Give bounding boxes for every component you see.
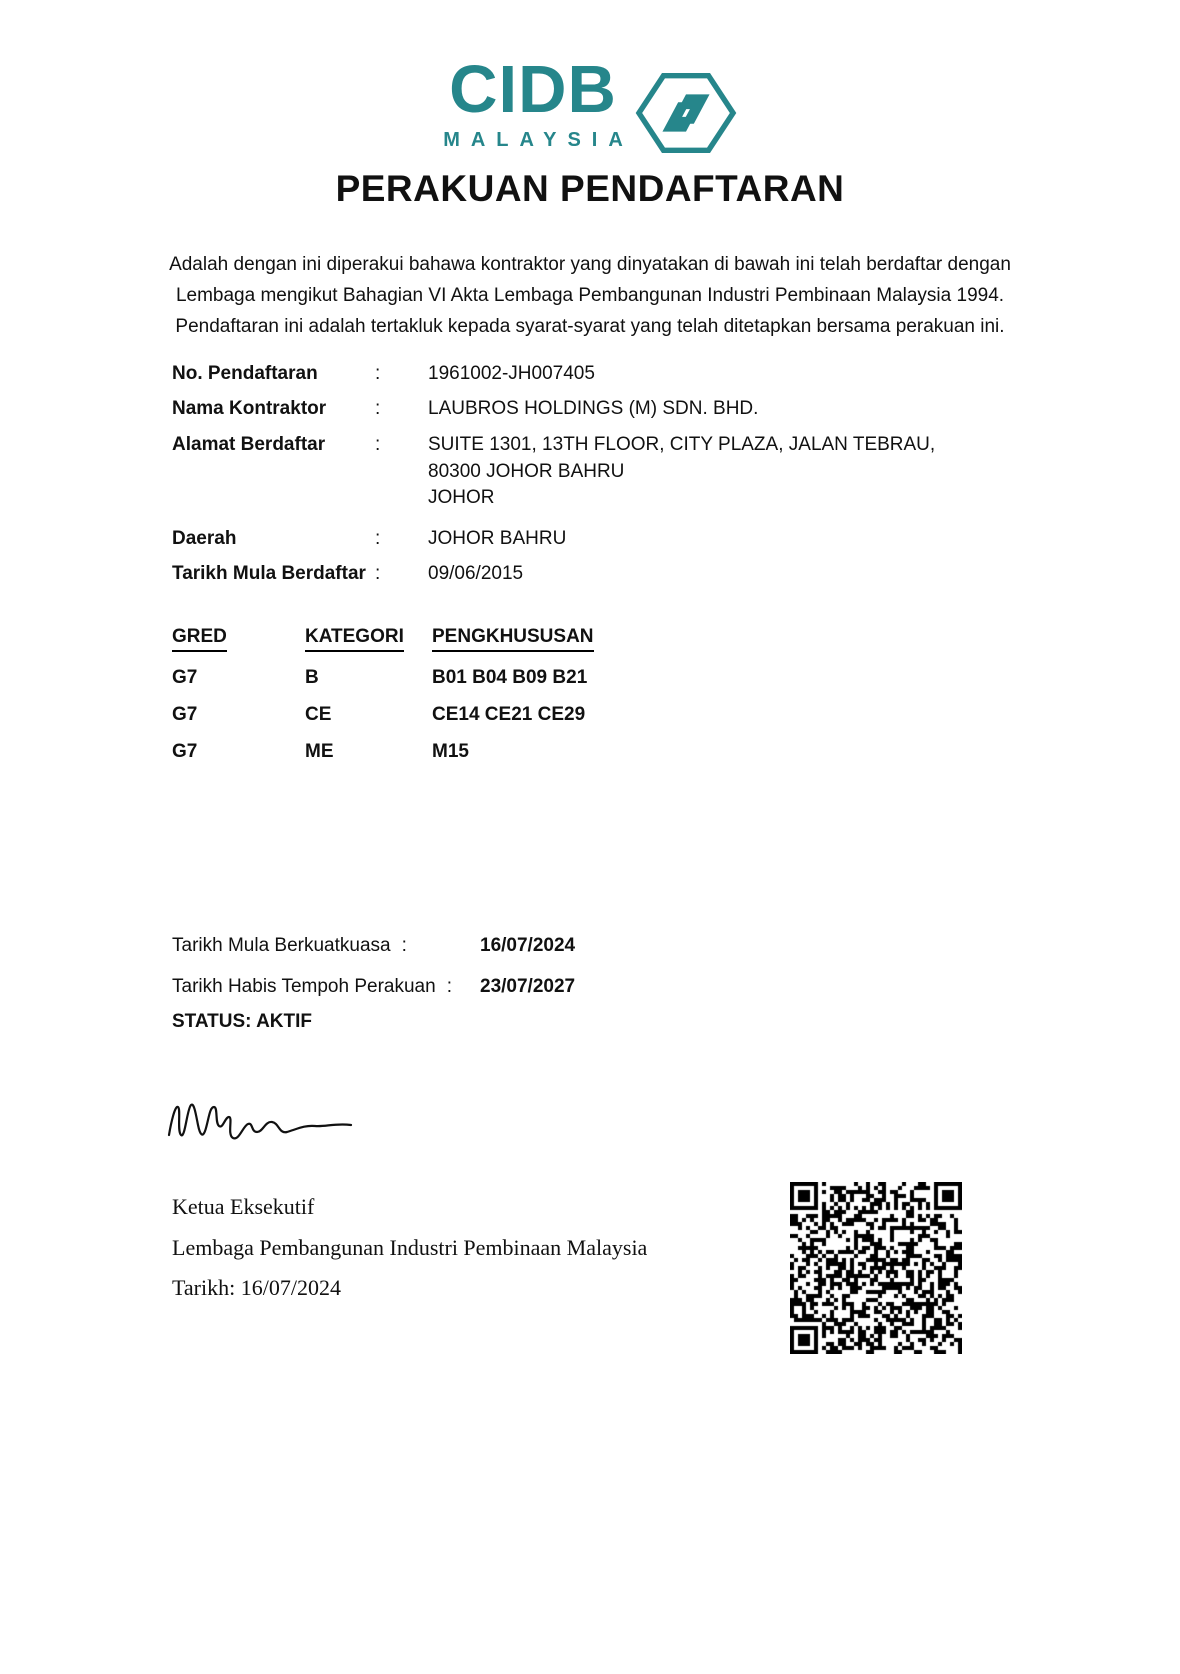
classification-table: [172, 626, 872, 778]
cell-gred: G7: [172, 741, 198, 762]
cidb-logo: [0, 52, 1180, 156]
status-badge: STATUS: AKTIF: [172, 1011, 313, 1032]
field-colon: :: [375, 528, 381, 549]
address-line: JOHOR: [428, 487, 495, 508]
address-line: SUITE 1301, 13TH FLOOR, CITY PLAZA, JALAN TEBRAU,: [428, 434, 936, 455]
column-header-kategori: KATEGORI: [305, 626, 432, 652]
signer-title: Ketua Eksekutif: [172, 1194, 315, 1219]
field-value: 09/06/2015: [428, 563, 524, 584]
table-row: [172, 741, 872, 763]
field-colon: :: [375, 363, 381, 384]
field-tarikh-mula-berdaftar: [172, 563, 1012, 585]
field-value: 23/07/2027: [480, 976, 576, 997]
cell-kategori: ME: [305, 741, 334, 762]
cidb-logo-country: MALAYSIA: [443, 129, 634, 151]
field-colon: :: [375, 563, 381, 584]
cell-kategori: CE: [305, 704, 332, 725]
column-header-pengkhususan: PENGKHUSUSAN: [432, 626, 872, 652]
intro-line: Pendaftaran ini adalah tertakluk kepada syarat-syarat yang telah ditetapkan bersama perakuan ini.: [175, 316, 1005, 337]
cidb-hexagon-icon: [635, 70, 737, 156]
field-colon: :: [401, 935, 407, 956]
field-no-pendaftaran: [172, 363, 1012, 385]
field-label: No. Pendaftaran: [172, 363, 318, 384]
cell-gred: G7: [172, 704, 198, 725]
field-label: Tarikh Habis Tempoh Perakuan: [172, 976, 436, 997]
address-line: 80300 JOHOR BAHRU: [428, 460, 625, 482]
column-header-gred: GRED: [172, 626, 305, 652]
intro-paragraph: [120, 249, 1060, 342]
field-colon: :: [375, 434, 381, 455]
cell-pengkhususan: CE14 CE21 CE29: [432, 704, 586, 725]
issue-date: Tarikh: 16/07/2024: [172, 1275, 341, 1300]
field-tarikh-habis-tempoh: [172, 976, 872, 1017]
field-colon: :: [446, 976, 452, 997]
field-label: Tarikh Mula Berdaftar: [172, 563, 366, 584]
signature: [163, 1093, 363, 1148]
classification-header-row: [172, 626, 872, 652]
intro-line: Lembaga mengikut Bahagian VI Akta Lembaga Pembangunan Industri Pembinaan Malaysia 1994.: [175, 285, 1005, 306]
cell-pengkhususan: B01 B04 B09 B21: [432, 667, 588, 688]
field-label: Nama Kontraktor: [172, 398, 327, 419]
field-value: 16/07/2024: [480, 935, 576, 956]
cidb-logo-brand: CIDB: [449, 52, 617, 127]
field-nama-kontraktor: [172, 398, 1012, 420]
table-row: [172, 704, 872, 726]
intro-line: Adalah dengan ini diperakui bahawa kontraktor yang dinyatakan di bawah ini telah berdaftar dengan: [169, 254, 1011, 275]
cell-gred: G7: [172, 667, 198, 688]
field-label: Tarikh Mula Berkuatkuasa: [172, 935, 391, 956]
field-label: Daerah: [172, 528, 237, 549]
field-tarikh-mula-berkuatkuasa: [172, 935, 872, 976]
validity-section: [172, 935, 872, 1033]
field-daerah: [172, 528, 1012, 550]
signature-block: [172, 1194, 647, 1316]
field-value: LAUBROS HOLDINGS (M) SDN. BHD.: [428, 398, 759, 419]
field-value: JOHOR BAHRU: [428, 528, 567, 549]
field-colon: :: [375, 398, 381, 419]
cell-kategori: B: [305, 667, 319, 688]
field-alamat-berdaftar: [172, 434, 1012, 514]
cell-pengkhususan: M15: [432, 741, 469, 762]
table-row: [172, 667, 872, 689]
qr-code: [790, 1182, 962, 1354]
field-value: 1961002-JH007405: [428, 363, 595, 384]
field-value: [428, 434, 1012, 514]
organization-name: Lembaga Pembangunan Industri Pembinaan Malaysia: [172, 1234, 648, 1260]
field-label: Alamat Berdaftar: [172, 434, 326, 455]
page-title: PERAKUAN PENDAFTARAN: [335, 168, 845, 209]
cidb-logo-text: [443, 52, 634, 152]
